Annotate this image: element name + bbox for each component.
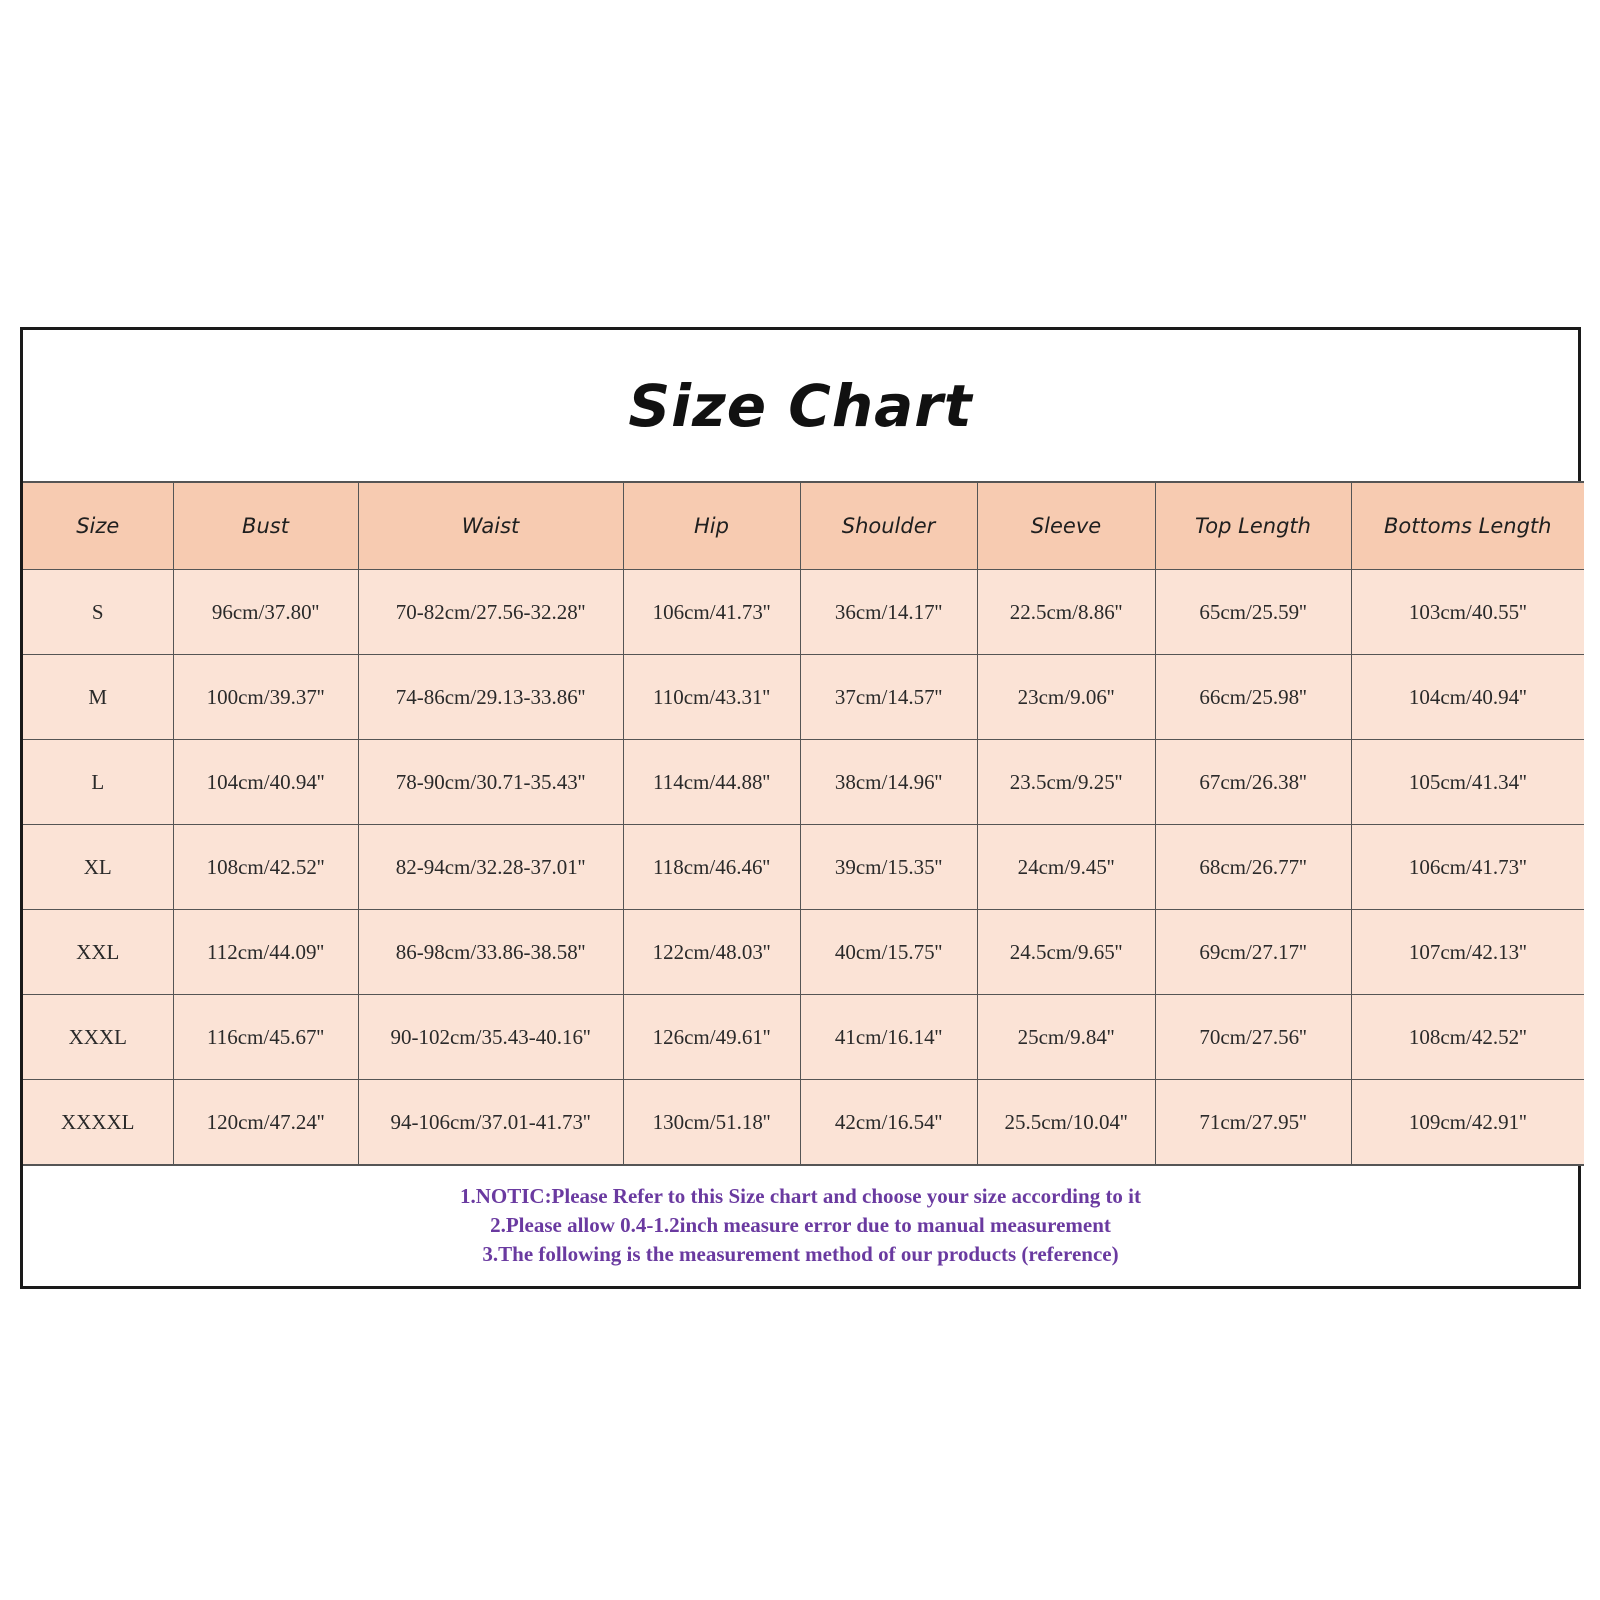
cell-bust: 104cm/40.94''	[173, 740, 358, 825]
cell-bottoms-length: 105cm/41.34''	[1351, 740, 1584, 825]
note-line: 3.The following is the measurement method of our products (reference)	[482, 1242, 1119, 1266]
cell-bottoms-length: 104cm/40.94''	[1351, 655, 1584, 740]
header-sleeve: Sleeve	[977, 482, 1155, 570]
cell-sleeve: 25cm/9.84''	[977, 995, 1155, 1080]
cell-top-length: 71cm/27.95''	[1155, 1080, 1351, 1166]
cell-size: XXL	[23, 910, 173, 995]
notes-block	[23, 1165, 1578, 1286]
cell-size: XL	[23, 825, 173, 910]
cell-hip: 118cm/46.46''	[623, 825, 800, 910]
cell-hip: 106cm/41.73''	[623, 570, 800, 655]
header-bust: Bust	[173, 482, 358, 570]
header-size: Size	[23, 482, 173, 570]
cell-bust: 116cm/45.67''	[173, 995, 358, 1080]
cell-size: XXXL	[23, 995, 173, 1080]
cell-waist: 74-86cm/29.13-33.86''	[358, 655, 623, 740]
header-bottoms-length: Bottoms Length	[1351, 482, 1584, 570]
table-row	[23, 1080, 1584, 1166]
note-line: 1.NOTIC:Please Refer to this Size chart and choose your size according to it	[459, 1184, 1142, 1208]
table-header-row	[23, 482, 1584, 570]
cell-sleeve: 23cm/9.06''	[977, 655, 1155, 740]
cell-bust: 108cm/42.52''	[173, 825, 358, 910]
cell-sleeve: 24.5cm/9.65''	[977, 910, 1155, 995]
cell-waist: 94-106cm/37.01-41.73''	[358, 1080, 623, 1166]
table-row	[23, 825, 1584, 910]
cell-hip: 114cm/44.88''	[623, 740, 800, 825]
cell-hip: 130cm/51.18''	[623, 1080, 800, 1166]
cell-hip: 122cm/48.03''	[623, 910, 800, 995]
table-row	[23, 655, 1584, 740]
cell-bottoms-length: 107cm/42.13''	[1351, 910, 1584, 995]
table-row	[23, 740, 1584, 825]
cell-size: L	[23, 740, 173, 825]
cell-bust: 112cm/44.09''	[173, 910, 358, 995]
cell-sleeve: 23.5cm/9.25''	[977, 740, 1155, 825]
cell-shoulder: 39cm/15.35''	[800, 825, 977, 910]
table-row	[23, 995, 1584, 1080]
cell-bottoms-length: 109cm/42.91''	[1351, 1080, 1584, 1166]
table-row	[23, 910, 1584, 995]
cell-shoulder: 41cm/16.14''	[800, 995, 977, 1080]
cell-top-length: 67cm/26.38''	[1155, 740, 1351, 825]
cell-bottoms-length: 103cm/40.55''	[1351, 570, 1584, 655]
page-title: Size Chart	[628, 371, 973, 440]
cell-hip: 110cm/43.31''	[623, 655, 800, 740]
cell-shoulder: 42cm/16.54''	[800, 1080, 977, 1166]
cell-bottoms-length: 108cm/42.52''	[1351, 995, 1584, 1080]
cell-bottoms-length: 106cm/41.73''	[1351, 825, 1584, 910]
cell-top-length: 66cm/25.98''	[1155, 655, 1351, 740]
cell-bust: 120cm/47.24''	[173, 1080, 358, 1166]
cell-shoulder: 37cm/14.57''	[800, 655, 977, 740]
cell-top-length: 69cm/27.17''	[1155, 910, 1351, 995]
cell-size: XXXXL	[23, 1080, 173, 1166]
cell-bust: 100cm/39.37''	[173, 655, 358, 740]
size-chart-frame	[20, 327, 1581, 1289]
cell-waist: 90-102cm/35.43-40.16''	[358, 995, 623, 1080]
cell-hip: 126cm/49.61''	[623, 995, 800, 1080]
cell-waist: 86-98cm/33.86-38.58''	[358, 910, 623, 995]
cell-bust: 96cm/37.80''	[173, 570, 358, 655]
cell-waist: 82-94cm/32.28-37.01''	[358, 825, 623, 910]
cell-waist: 70-82cm/27.56-32.28''	[358, 570, 623, 655]
cell-sleeve: 25.5cm/10.04''	[977, 1080, 1155, 1166]
header-hip: Hip	[623, 482, 800, 570]
cell-shoulder: 40cm/15.75''	[800, 910, 977, 995]
table-row	[23, 570, 1584, 655]
cell-sleeve: 22.5cm/8.86''	[977, 570, 1155, 655]
cell-shoulder: 38cm/14.96''	[800, 740, 977, 825]
header-waist: Waist	[358, 482, 623, 570]
cell-size: S	[23, 570, 173, 655]
size-table	[23, 481, 1584, 1166]
header-top-length: Top Length	[1155, 482, 1351, 570]
cell-top-length: 68cm/26.77''	[1155, 825, 1351, 910]
cell-top-length: 70cm/27.56''	[1155, 995, 1351, 1080]
cell-sleeve: 24cm/9.45''	[977, 825, 1155, 910]
cell-shoulder: 36cm/14.17''	[800, 570, 977, 655]
cell-top-length: 65cm/25.59''	[1155, 570, 1351, 655]
header-shoulder: Shoulder	[800, 482, 977, 570]
cell-waist: 78-90cm/30.71-35.43''	[358, 740, 623, 825]
cell-size: M	[23, 655, 173, 740]
note-line: 2.Please allow 0.4-1.2inch measure error due to manual measurement	[490, 1213, 1111, 1237]
